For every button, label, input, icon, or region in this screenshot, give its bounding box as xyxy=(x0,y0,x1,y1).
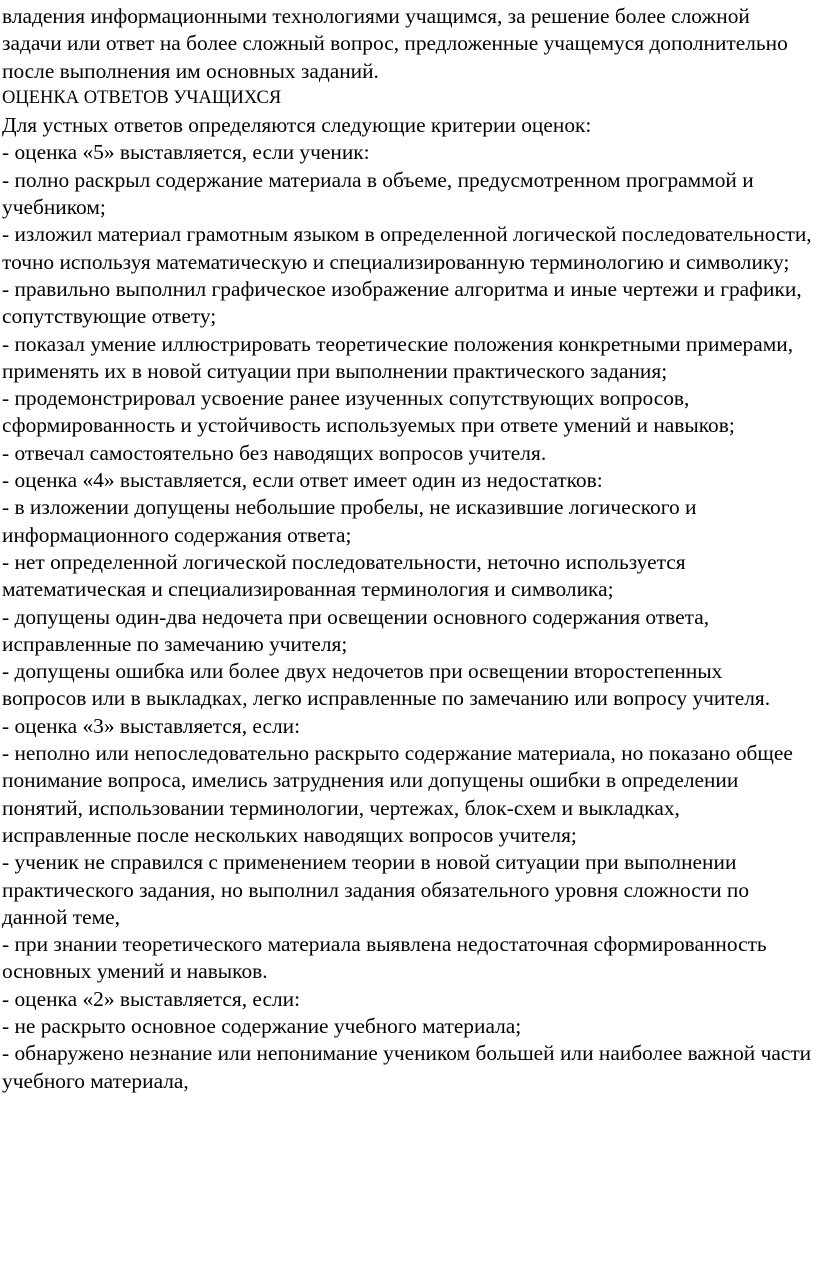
list-item: - при знании теоретического материала выявлена недостаточная сформированность основных умений и навыков. xyxy=(2,932,767,984)
list-item: - в изложении допущены небольшие пробелы, не исказившие логического и информационного содержания ответа; xyxy=(2,495,697,547)
section-heading: ОЦЕНКА ОТВЕТОВ УЧАЩИХСЯ xyxy=(2,87,282,108)
grade-3-heading: - оценка «3» выставляется, если: xyxy=(2,713,301,738)
list-item: - неполно или непоследовательно раскрыто содержание материала, но показано общее понимание вопроса, имелись затруднения или допущены ошибки в определении понятий, использовании терминологии, чертежах, блок-схем и выкладках, исправленные после нескольких наводящих вопросов учителя; xyxy=(2,741,793,847)
grade-4-heading: - оценка «4» выставляется, если ответ имеет один из недостатков: xyxy=(2,468,603,493)
grade-2-heading: - оценка «2» выставляется, если: xyxy=(2,986,301,1011)
list-item: - обнаружено незнание или непонимание учеником большей или наиболее важной части учебного материала, xyxy=(2,1041,812,1093)
list-item: - показал умение иллюстрировать теоретические положения конкретными примерами, применять их в новой ситуации при выполнении практического задания; xyxy=(2,331,794,383)
list-item: - не раскрыто основное содержание учебного материала; xyxy=(2,1013,522,1038)
list-item: - правильно выполнил графическое изображение алгоритма и иные чертежи и графики, сопутствующие ответу; xyxy=(2,276,802,329)
list-item: - ученик не справился с применением теории в новой ситуации при выполнении практического задания, но выполнил задания обязательного уровня сложности по данной теме, xyxy=(2,850,750,929)
list-item: - отвечал самостоятельно без наводящих вопросов учителя. xyxy=(2,440,547,465)
list-item: - допущены один-два недочета при освещении основного содержания ответа, исправленные по замечанию учителя; xyxy=(2,604,710,656)
list-item: - изложил материал грамотным языком в определенной логической последовательности, точно используя математическую и специализированную терминологию и символику; xyxy=(2,222,812,274)
list-item: - допущены ошибка или более двух недочетов при освещении второстепенных вопросов или в выкладках, легко исправленные по замечанию или вопросу учителя. xyxy=(2,659,771,711)
list-item: - полно раскрыл содержание материала в объеме, предусмотренном программой и учебником; xyxy=(2,167,754,220)
list-item: - продемонстрировал усвоение ранее изученных сопутствующих вопросов, сформированность и устойчивость используемых при ответе умений и навыков; xyxy=(2,386,735,438)
list-item: - нет определенной логической последовательности, неточно используется математическая и специализированная терминология и символика; xyxy=(2,549,686,602)
paragraph-intro-continuation: владения информационными технологиями учащимся, за решение более сложной задачи или ответ на более сложный вопрос, предложенные учащемуся дополнительно после выполнения им основных заданий. xyxy=(2,4,788,83)
paragraph-criteria-intro: Для устных ответов определяются следующие критерии оценок: xyxy=(2,113,592,138)
grade-5-heading: - оценка «5» выставляется, если ученик: xyxy=(2,140,370,165)
